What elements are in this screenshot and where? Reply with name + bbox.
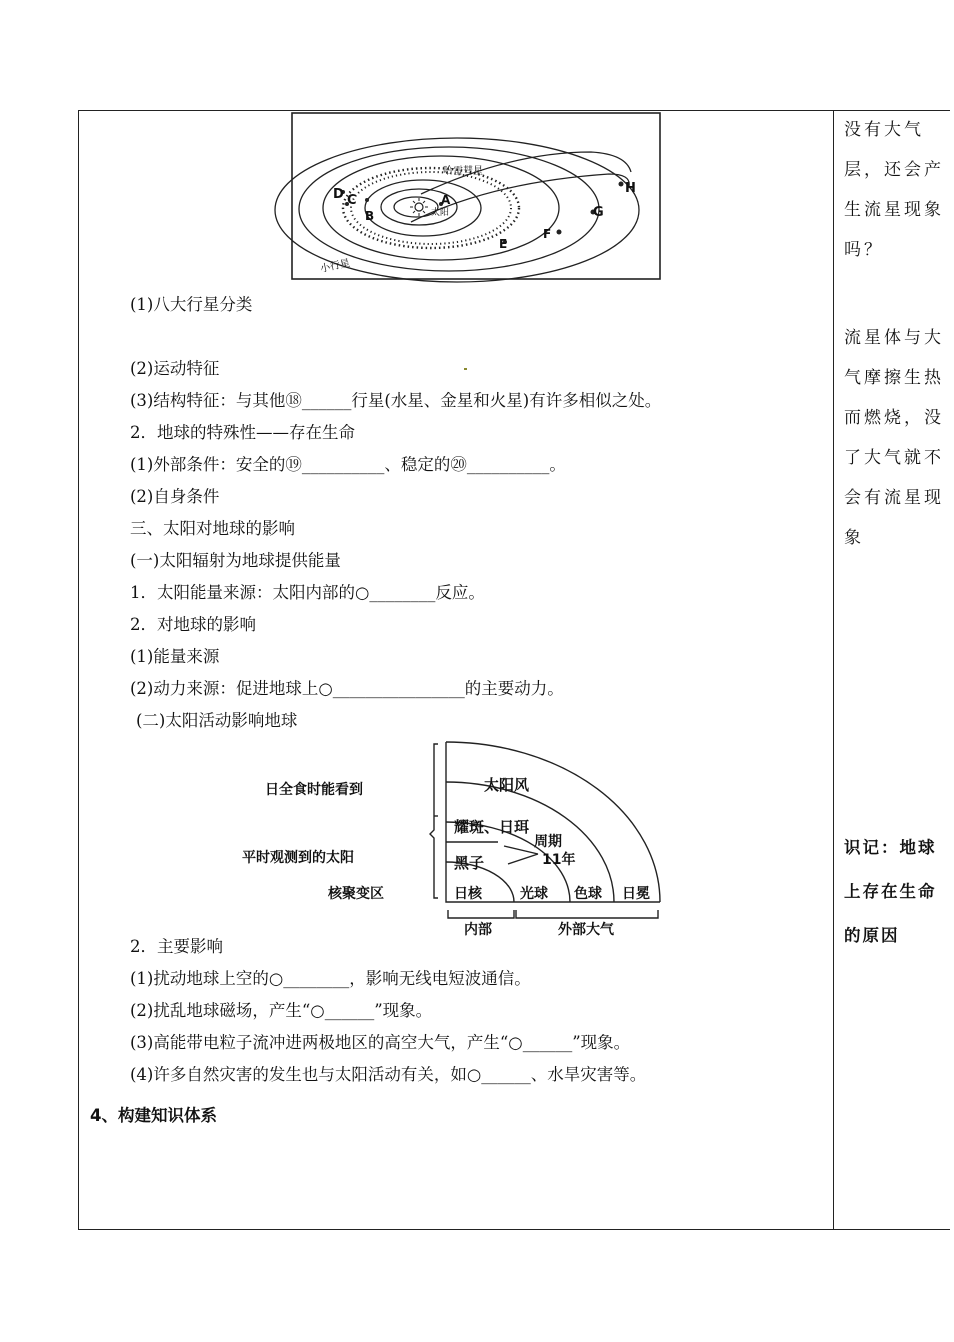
text-line: 2．主要影响 — [130, 937, 223, 956]
text-line: 三、太阳对地球的影响 — [130, 519, 295, 538]
core-label: 日核 — [454, 886, 482, 902]
text-line: (1)能量来源 — [130, 647, 220, 666]
sidebar-note: 识记：地球上存在生命的原因 — [844, 838, 937, 945]
flare-label: 耀斑、日珥 — [454, 818, 530, 836]
text-line: (二)太阳活动影响地球 — [136, 711, 298, 730]
text-line: (1)扰动地球上空的○________，影响无线电短波通信。 — [130, 969, 531, 988]
text-line: (1)外部条件：安全的⑲__________、稳定的⑳__________。 — [130, 455, 566, 474]
solar-wind-label: 太阳风 — [484, 776, 530, 794]
section-heading: 4、构建知识体系 — [90, 1106, 217, 1125]
text-line: (一)太阳辐射为地球提供能量 — [130, 551, 341, 570]
label-a: A — [441, 193, 451, 207]
sidebar-question: 没有大气层，还会产生流星现象吗？ — [844, 120, 944, 260]
label-g: G — [593, 205, 604, 220]
text-line: (2)自身条件 — [130, 487, 220, 506]
solar-system-figure — [291, 112, 663, 282]
main-column — [78, 110, 833, 1230]
label-b: B — [365, 209, 375, 223]
text-line: (3)结构特征：与其他⑱______行星(水星、金星和火星)有许多相似之处。 — [130, 391, 662, 410]
period-label: 周期 — [534, 834, 562, 850]
sidebar-column — [834, 110, 950, 1230]
photosphere-label: 光球 — [520, 886, 548, 902]
sunspot-label: 黑子 — [454, 854, 485, 872]
years-label: 11年 — [542, 852, 576, 868]
text-line: 1．太阳能量来源：太阳内部的○________反应。 — [130, 583, 485, 602]
label-e: E — [499, 237, 508, 251]
text-line: 2．地球的特殊性——存在生命 — [130, 423, 355, 442]
stray-mark — [464, 368, 467, 370]
normal-view-label: 平时观测到的太阳 — [242, 850, 354, 866]
interior-label: 内部 — [464, 922, 492, 938]
label-h: H — [625, 181, 636, 196]
outer-atmosphere-label: 外部大气 — [558, 922, 614, 938]
sun-label: 太阳 — [431, 208, 450, 218]
fusion-zone-label: 核聚变区 — [328, 886, 384, 902]
text-line: (1)八大行星分类 — [130, 295, 253, 314]
chromosphere-label: 色球 — [574, 886, 602, 902]
label-f: F — [543, 227, 552, 241]
eclipse-label: 日全食时能看到 — [265, 782, 363, 798]
text-line: 2．对地球的影响 — [130, 615, 256, 634]
label-c: C — [347, 193, 357, 208]
text-line: (2)运动特征 — [130, 359, 220, 378]
text-line: (3)高能带电粒子流冲进两极地区的高空大气，产生“○______”现象。 — [130, 1033, 631, 1052]
label-d: D — [333, 187, 344, 202]
sun-structure-figure — [242, 738, 678, 938]
text-line: (2)扰乱地球磁场，产生“○______”现象。 — [130, 1001, 433, 1020]
sidebar-answer: 流星体与大气摩擦生热而燃烧，没了大气就不会有流星现象 — [844, 328, 944, 548]
comet-label: 哈雷彗星 — [443, 166, 483, 177]
text-line: (4)许多自然灾害的发生也与太阳活动有关，如○______、水旱灾害等。 — [130, 1065, 647, 1084]
asteroid-label: 小行星 — [319, 257, 351, 275]
corona-label: 日冕 — [622, 886, 650, 902]
text-line: (2)动力来源：促进地球上○________________的主要动力。 — [130, 679, 564, 698]
